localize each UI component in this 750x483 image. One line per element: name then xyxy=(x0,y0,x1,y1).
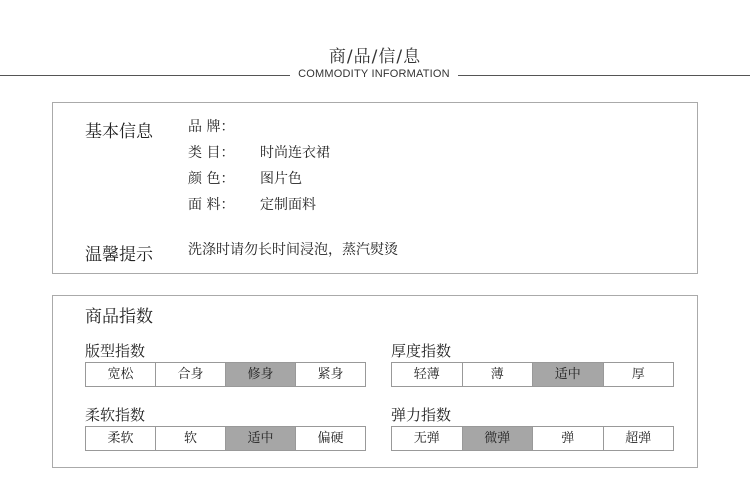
info-key: 面 料： xyxy=(188,197,235,213)
scale-option: 偏硬 xyxy=(295,427,365,450)
header-divider-left xyxy=(0,75,290,76)
scale-option: 超弹 xyxy=(603,427,674,450)
basic-info-panel xyxy=(52,102,698,274)
scale-option: 合身 xyxy=(155,363,225,386)
softness-index-title: 柔软指数 xyxy=(85,406,146,424)
softness-index-scale xyxy=(85,426,366,451)
thickness-index-title: 厚度指数 xyxy=(391,342,452,360)
scale-option: 柔软 xyxy=(107,431,134,446)
scale-option: 软 xyxy=(155,427,225,450)
tip-text: 洗涤时请勿长时间浸泡，蒸汽熨烫 xyxy=(188,242,398,258)
header-divider-right xyxy=(458,75,750,76)
scale-option: 薄 xyxy=(462,363,533,386)
info-key: 品 牌： xyxy=(188,119,235,135)
info-value: 定制面料 xyxy=(260,197,316,213)
thickness-index-scale xyxy=(391,362,674,387)
scale-option: 厚 xyxy=(603,363,674,386)
info-value: 图片色 xyxy=(260,171,302,187)
scale-option: 轻薄 xyxy=(413,367,440,382)
info-key: 颜 色： xyxy=(188,171,235,187)
fit-index-scale xyxy=(85,362,366,387)
basic-info-label: 基本信息 xyxy=(85,122,153,142)
elasticity-index-title: 弹力指数 xyxy=(391,406,452,424)
scale-option-selected: 修身 xyxy=(225,363,295,386)
elasticity-index-scale xyxy=(391,426,674,451)
scale-option-selected: 适中 xyxy=(532,363,603,386)
scale-option: 紧身 xyxy=(295,363,365,386)
page-subtitle: COMMODITY INFORMATION xyxy=(298,68,450,80)
scale-option: 弹 xyxy=(532,427,603,450)
info-key: 类 目： xyxy=(188,145,235,161)
info-value: 时尚连衣裙 xyxy=(260,145,330,161)
page-title: 商/品/信/息 xyxy=(328,47,422,67)
product-index-panel xyxy=(52,295,698,468)
scale-option: 宽松 xyxy=(107,367,134,382)
fit-index-title: 版型指数 xyxy=(85,342,146,360)
tip-label: 温馨提示 xyxy=(85,245,153,265)
scale-option: 无弹 xyxy=(413,431,440,446)
product-index-title: 商品指数 xyxy=(85,307,153,327)
scale-option-selected: 微弹 xyxy=(462,427,533,450)
scale-option-selected: 适中 xyxy=(225,427,295,450)
